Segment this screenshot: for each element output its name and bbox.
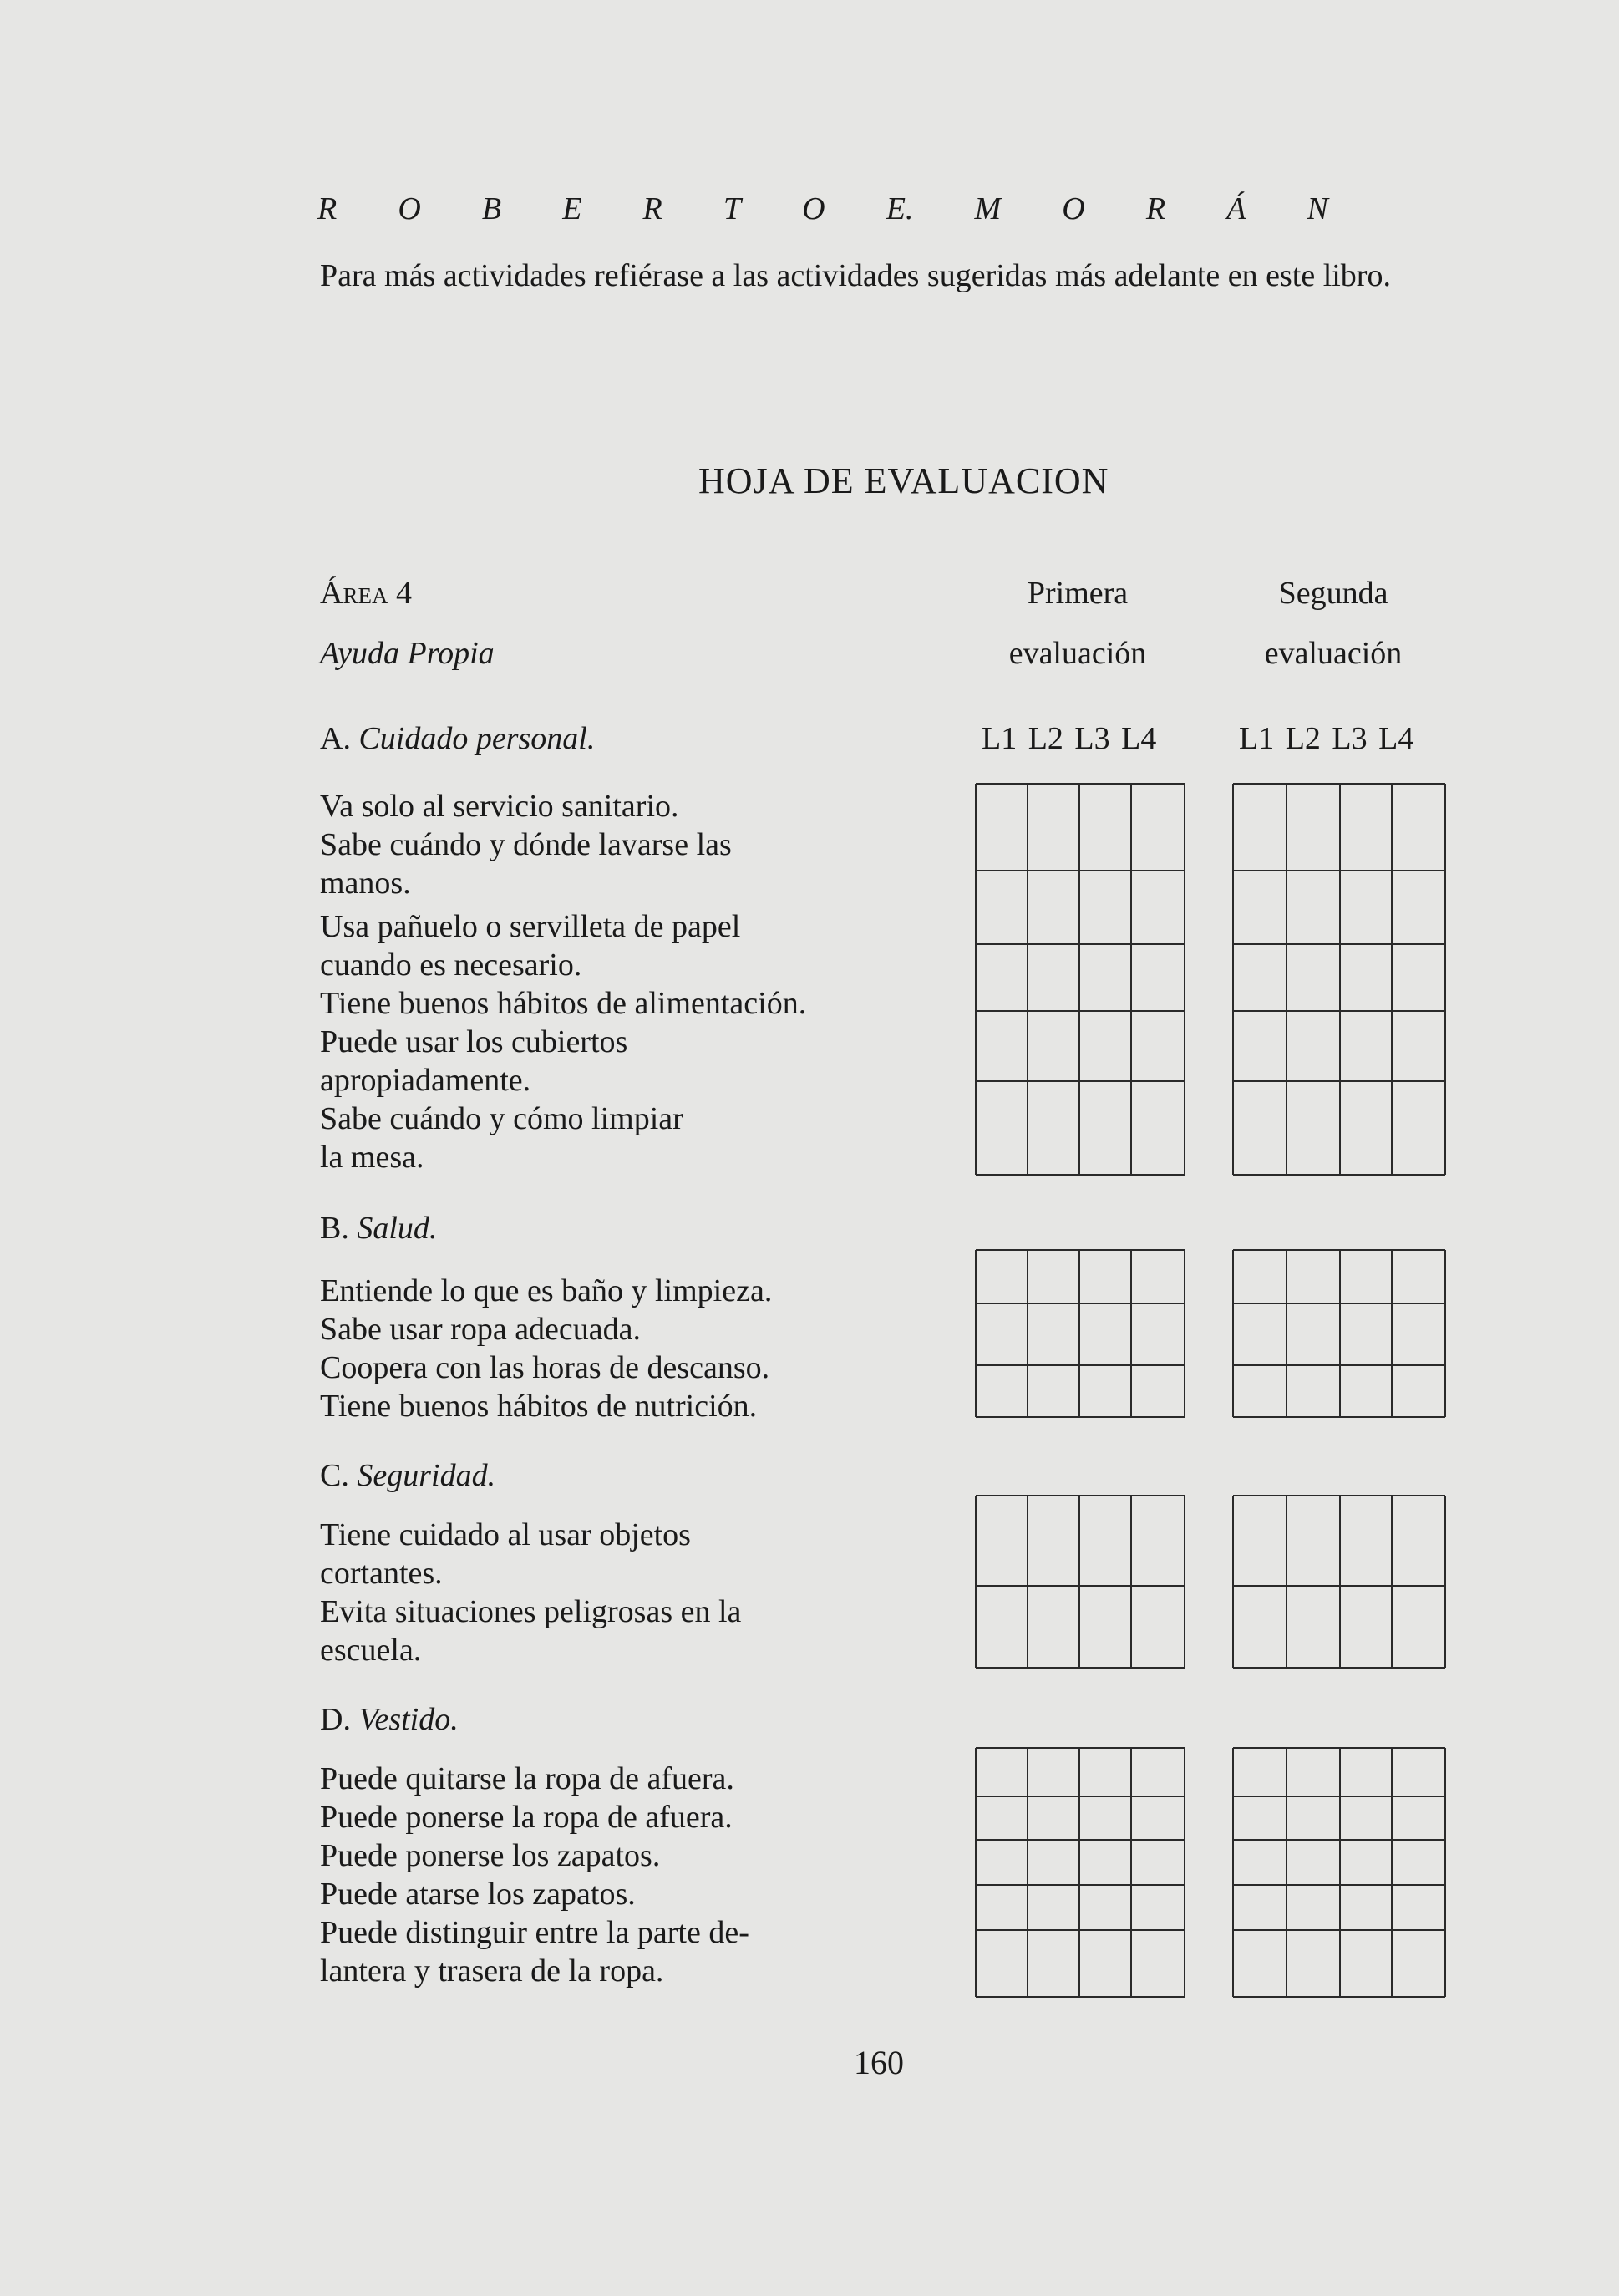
first-eval-top: Primera xyxy=(1027,576,1129,611)
list-item: escuela. xyxy=(320,1633,422,1668)
list-item: Puede usar los cubiertos xyxy=(320,1024,628,1059)
list-item: Tiene buenos hábitos de alimentación. xyxy=(320,986,807,1021)
list-item: Puede atarse los zapatos. xyxy=(320,1877,636,1912)
page-number: 160 xyxy=(854,2044,904,2081)
list-item: Evita situaciones peligrosas en la xyxy=(320,1594,742,1629)
header-letter: E. xyxy=(886,191,914,226)
list-item: Tiene cuidado al usar objetos xyxy=(320,1517,691,1552)
header-letter: M xyxy=(974,191,1002,226)
list-item: manos. xyxy=(320,866,411,901)
list-item: lantera y trasera de la ropa. xyxy=(320,1953,664,1989)
header-letter: T xyxy=(723,191,742,226)
section-letter: A. xyxy=(320,721,351,756)
header-letter: R xyxy=(317,191,338,226)
second-eval-bottom: evaluación xyxy=(1264,636,1403,671)
area-label: Área 4 xyxy=(320,576,412,611)
list-item: Sabe usar ropa adecuada. xyxy=(320,1312,642,1347)
header-letter: O xyxy=(1062,191,1085,226)
section-title: Salud. xyxy=(357,1211,438,1246)
list-item: Puede distinguir entre la parte de- xyxy=(320,1915,749,1950)
header-letter: O xyxy=(802,191,825,226)
area-name: Ayuda Propia xyxy=(320,636,495,671)
header-letter: R xyxy=(1145,191,1166,226)
section-letter: D. xyxy=(320,1702,351,1737)
list-item: Sabe cuándo y cómo limpiar xyxy=(320,1101,683,1136)
list-item: Va solo al servicio sanitario. xyxy=(320,789,679,824)
list-item: Puede quitarse la ropa de afuera. xyxy=(320,1761,734,1796)
list-item: Puede ponerse los zapatos. xyxy=(320,1838,661,1873)
header-letter: O xyxy=(398,191,421,226)
section-letter: B. xyxy=(320,1211,349,1246)
list-item: Entiende lo que es baño y limpieza. xyxy=(320,1273,773,1308)
second-eval-levels: L1 L2 L3 L4 xyxy=(1239,721,1414,756)
page-title: HOJA DE EVALUACION xyxy=(698,460,1109,501)
section-title: Seguridad. xyxy=(357,1458,496,1493)
list-item: cortantes. xyxy=(320,1556,443,1591)
section-letter: C. xyxy=(320,1458,349,1493)
second-eval-top: Segunda xyxy=(1278,576,1388,611)
list-item: Coopera con las horas de descanso. xyxy=(320,1350,770,1385)
list-item: apropiadamente. xyxy=(320,1063,531,1098)
intro-paragraph: Para más actividades refiérase a las actividades sugeridas más adelante en este libro. xyxy=(320,258,1391,293)
list-item: Sabe cuándo y dónde lavarse las xyxy=(320,827,732,862)
header-letter: N xyxy=(1307,191,1328,226)
header-letter: B xyxy=(481,191,502,226)
section-title: Vestido. xyxy=(358,1702,459,1737)
list-item: la mesa. xyxy=(320,1140,424,1175)
list-item: Puede ponerse la ropa de afuera. xyxy=(320,1800,733,1835)
header-letter: Á xyxy=(1226,191,1246,226)
first-eval-levels: L1 L2 L3 L4 xyxy=(982,721,1157,756)
header-letter: R xyxy=(642,191,662,226)
list-item: cuando es necesario. xyxy=(320,947,582,983)
first-eval-bottom: evaluación xyxy=(1008,636,1147,671)
list-item: Usa pañuelo o servilleta de papel xyxy=(320,909,741,944)
list-item: Tiene buenos hábitos de nutrición. xyxy=(320,1389,758,1424)
header-letter: E xyxy=(562,191,582,226)
section-title: Cuidado personal. xyxy=(358,721,596,756)
